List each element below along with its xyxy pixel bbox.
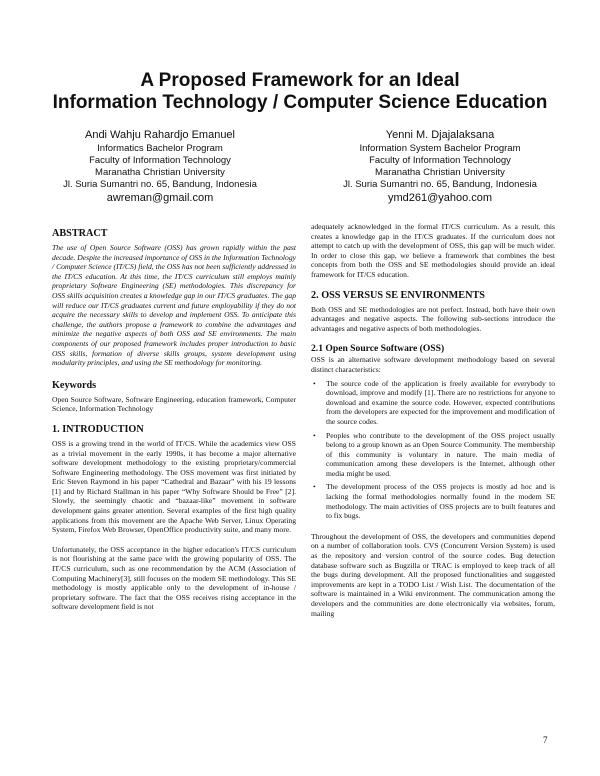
author-email: ymd261@yahoo.com — [387, 192, 493, 204]
bullet-icon: • — [313, 378, 316, 388]
author-address: Jl. Suria Sumantri no. 65, Bandung, Indonesia — [343, 179, 537, 190]
author-university: Maranatha Christian University — [375, 167, 505, 178]
section-2-1-closing: Throughout the development of OSS, the developers and communities depend on a number of collaboration tools. CVS (Concurrent Version System) is used as the repository and version control of the source codes. Bug detection database software such as Bugzilla or TRAC is employed to keep track of all the bugs during development. All the proposed functionalities and suggested improvements are kept in a TODO List / Wish List. The documentation of the software is maintained in a Wiki environment. The communication among the developers and the communities are done electronically via websites, forum, mailing — [311, 531, 555, 618]
bullet-icon: • — [313, 482, 316, 492]
author-program: Information System Bachelor Program — [359, 143, 521, 154]
introduction-continued: adequately acknowledged in the formal IT/CS curriculum. As a result, this creates a knowledge gap in the IT/CS graduates. If the curriculum does not attempt to catch up with the development of OSS, this gap will be much wider. In order to close this gap, we believe a framework that combines the best concepts from both the OSS and SE methodologies should provide an ideal framework for IT/CS education. — [311, 222, 555, 279]
abstract-heading: ABSTRACT — [52, 228, 108, 239]
title-line-2: Information Technology / Computer Science Education — [52, 92, 548, 113]
paper-title — [0, 70, 600, 114]
author-block-1 — [30, 128, 290, 206]
keywords-text: Open Source Software, Software Engineering, education framework, Computer Science, Information Technology — [52, 394, 296, 414]
section-2-text: Both OSS and SE methodologies are not perfect. Instead, both have their own advantages and negative aspects. The following sub-sections introduce the advantages and negative aspects of both methodologies. — [311, 304, 555, 333]
abstract-text: The use of Open Source Software (OSS) has grown rapidly within the past decade. Despite the increased importance of OSS in the Information Technology / Computer Science (IT/CS) field, the OSS has not been sufficiently addressed in the IT/CS education. At this time, the IT/CS curriculum still employs mainly proprietary Software Engineering (SE) methodologies. This discrepancy for OSS skills acquisition creates a knowledge gap in our IT/CS graduates. The gap will reduce our IT/CS graduates current and future employability if they do not acquire the necessary skills to develop and implement OSS. To anticipate this challenge, the authors propose a framework to combine the advantages and minimize the negative aspects of both OSS and SE environments. The main components of our proposed framework includes proper introduction to basic OSS skills, formation of diverse skills groups, system development using modularity principles, and using the SE methodology for monitoring. — [52, 243, 296, 368]
author-address: Jl. Suria Sumantri no. 65, Bandung, Indonesia — [63, 179, 257, 190]
author-university: Maranatha Christian University — [95, 167, 225, 178]
oss-characteristics-list — [311, 379, 555, 521]
bullet-icon: • — [313, 430, 316, 440]
author-faculty: Faculty of Information Technology — [369, 155, 511, 166]
author-email: awreman@gmail.com — [106, 192, 214, 204]
list-item-text: The development process of the OSS projects is mostly ad hoc and is lacking the formal methodologies normally found in the modern SE methodology. The main activities of OSS projects are to built features and to fix bugs. — [326, 482, 555, 521]
list-item — [311, 379, 555, 427]
author-name: Andi Wahju Rahardjo Emanuel — [84, 129, 235, 141]
introduction-heading: 1. INTRODUCTION — [52, 423, 144, 435]
author-faculty: Faculty of Information Technology — [89, 155, 231, 166]
section-2-1-intro: OSS is an alternative software development methodology based on several distinct characteristics: — [311, 355, 555, 374]
author-name: Yenni M. Djajalaksana — [385, 129, 495, 141]
list-item-text: The source code of the application is freely available for everybody to download, improve and modify [1]. There are no restrictions for anyone to download and examine the source code. However, expected contributions from the developers are expected for the improvement and modification of the source codes. — [326, 378, 555, 426]
left-column — [52, 228, 296, 612]
introduction-paragraph-2: Unfortunately, the OSS acceptance in the higher education's IT/CS curriculum is not flourishing at the same pace with the growing popularity of OSS. The IT/CS curriculum, such as one recommendation by the ACM (Association of Computing Machinery[3], still focuses on the modern SE methodology. This SE methodology is mostly applicable only to the development of in-house / proprietary software. The fact that the OSS receives rising acceptance in the software development field is not — [52, 544, 296, 612]
page-number: 7 — [543, 735, 548, 745]
introduction-paragraph-1: OSS is a growing trend in the world of IT/CS. While the academics view OSS as a trivial movement in the early 1990s, it has become a major alternative software development methodology to the existing proprietary/commercial Software Engineering methodology. The OSS movement was first initiated by Eric Steven Raymond in his paper “Cathedral and Bazaar” with his 19 lessons [1] and by Richard Stallman in his paper “Why Software Should be Free” [2]. Slowly, the seemingly chaotic and “bazaar-like” movement in software development gains greater attention. Several examples of the first high quality applications from this movement are the Apache Web Server, Linux Operating System, Firefox Web Browser, OpenOffice productivity suite, and many more. — [52, 438, 296, 535]
keywords-heading: Keywords — [52, 379, 97, 391]
list-item — [311, 482, 555, 520]
list-item — [311, 431, 555, 479]
right-column — [311, 222, 555, 618]
author-program: Informatics Bachelor Program — [97, 143, 223, 154]
section-2-heading: 2. OSS VERSUS SE ENVIRONMENTS — [311, 289, 485, 301]
title-line-1: A Proposed Framework for an Ideal — [140, 70, 460, 91]
list-item-text: Peoples who contribute to the development of the OSS project usually belong to a group known as an Open Source Community. The membership of this community is voluntary in nature. The main media of communication among these developers is the Internet, although other media might be used. — [326, 430, 555, 478]
author-block-2 — [310, 128, 570, 206]
section-2-1-heading: 2.1 Open Source Software (OSS) — [311, 343, 445, 355]
